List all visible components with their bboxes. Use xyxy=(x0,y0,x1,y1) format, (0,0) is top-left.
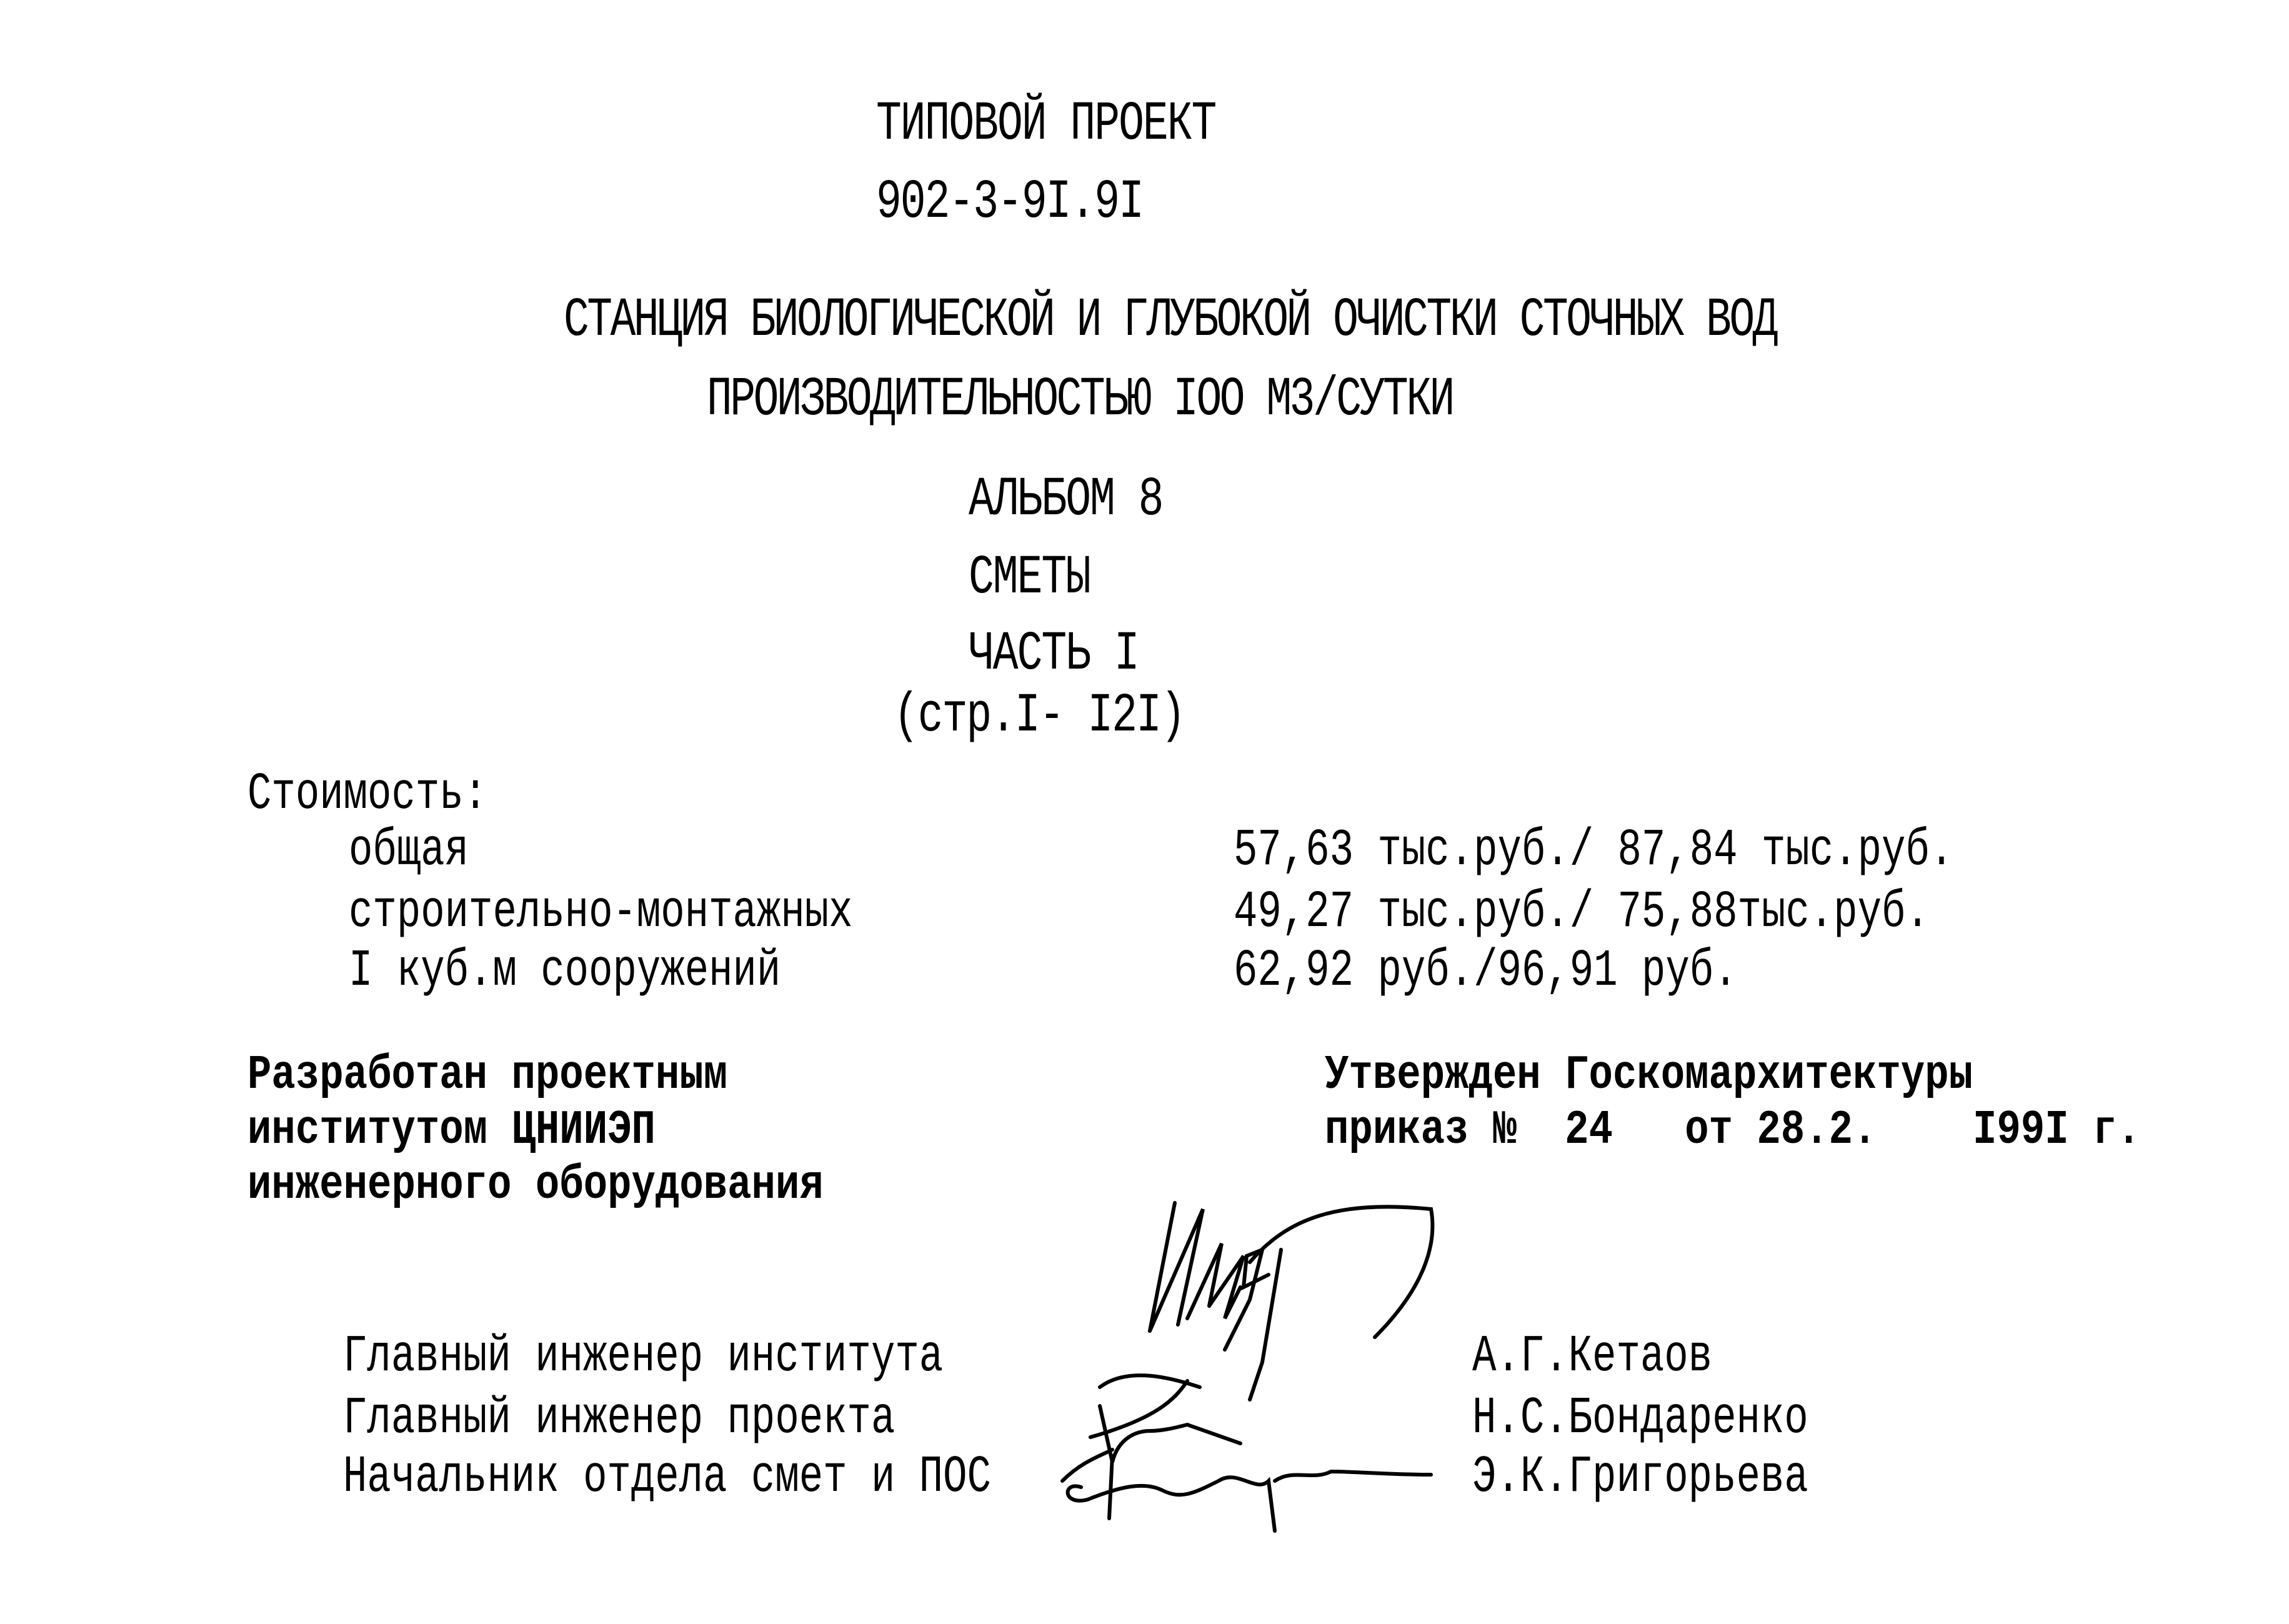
cost-value-per-m3: 62,92 руб./96,91 руб. xyxy=(1234,942,1738,1001)
developer-line-2: институтом ЦНИИЭП xyxy=(247,1103,656,1158)
pages: (стр.I- I2I) xyxy=(894,685,1185,748)
cost-label-total: общая xyxy=(349,822,469,880)
title-line-2: ПРОИЗВОДИТЕЛЬНОСТЬЮ IOO М3/СУТКИ xyxy=(707,369,1453,432)
approval-line-1: Утвержден Госкомархитектуры xyxy=(1325,1049,1973,1103)
project-number: 902-3-9I.9I xyxy=(876,171,1143,234)
signature-1 xyxy=(1150,1203,1432,1400)
signatory-position: Главный инженер проекта xyxy=(343,1390,895,1448)
cost-value-total: 57,63 тыс.руб./ 87,84 тыс.руб. xyxy=(1234,822,1954,880)
signatory-name: Э.К.Григорьева xyxy=(1472,1448,1808,1507)
signatory-position: Главный инженер института xyxy=(343,1328,944,1387)
project-type: ТИПОВОЙ ПРОЕКТ xyxy=(876,93,1216,156)
signatory-name: А.Г.Кетаов xyxy=(1472,1328,1713,1387)
part: ЧАСТЬ I xyxy=(969,623,1139,686)
developer-line-1: Разработан проектным xyxy=(247,1049,728,1103)
subject: СМЕТЫ xyxy=(969,547,1090,610)
signature-3 xyxy=(1068,1456,1431,1531)
cost-heading: Стоимость: xyxy=(247,765,488,824)
approval-line-2: приказ № 24 от 28.2. I99I г. xyxy=(1325,1103,2141,1158)
signatory-position: Начальник отдела смет и ПОС xyxy=(343,1448,991,1507)
signatory-name: Н.С.Бондаренко xyxy=(1472,1390,1808,1448)
cost-label-construction: строительно-монтажных xyxy=(349,884,853,942)
cost-value-construction: 49,27 тыс.руб./ 75,88тыс.руб. xyxy=(1234,884,1930,942)
cost-label-per-m3: I куб.м сооружений xyxy=(349,942,781,1001)
developer-line-3: инженерного оборудования xyxy=(247,1158,824,1213)
title-line-1: СТАНЦИЯ БИОЛОГИЧЕСКОЙ И ГЛУБОКОЙ ОЧИСТКИ СТОЧНЫХ ВОД xyxy=(564,289,1776,352)
album: АЛЬБОМ 8 xyxy=(969,469,1163,532)
signature-2 xyxy=(1062,1375,1240,1481)
